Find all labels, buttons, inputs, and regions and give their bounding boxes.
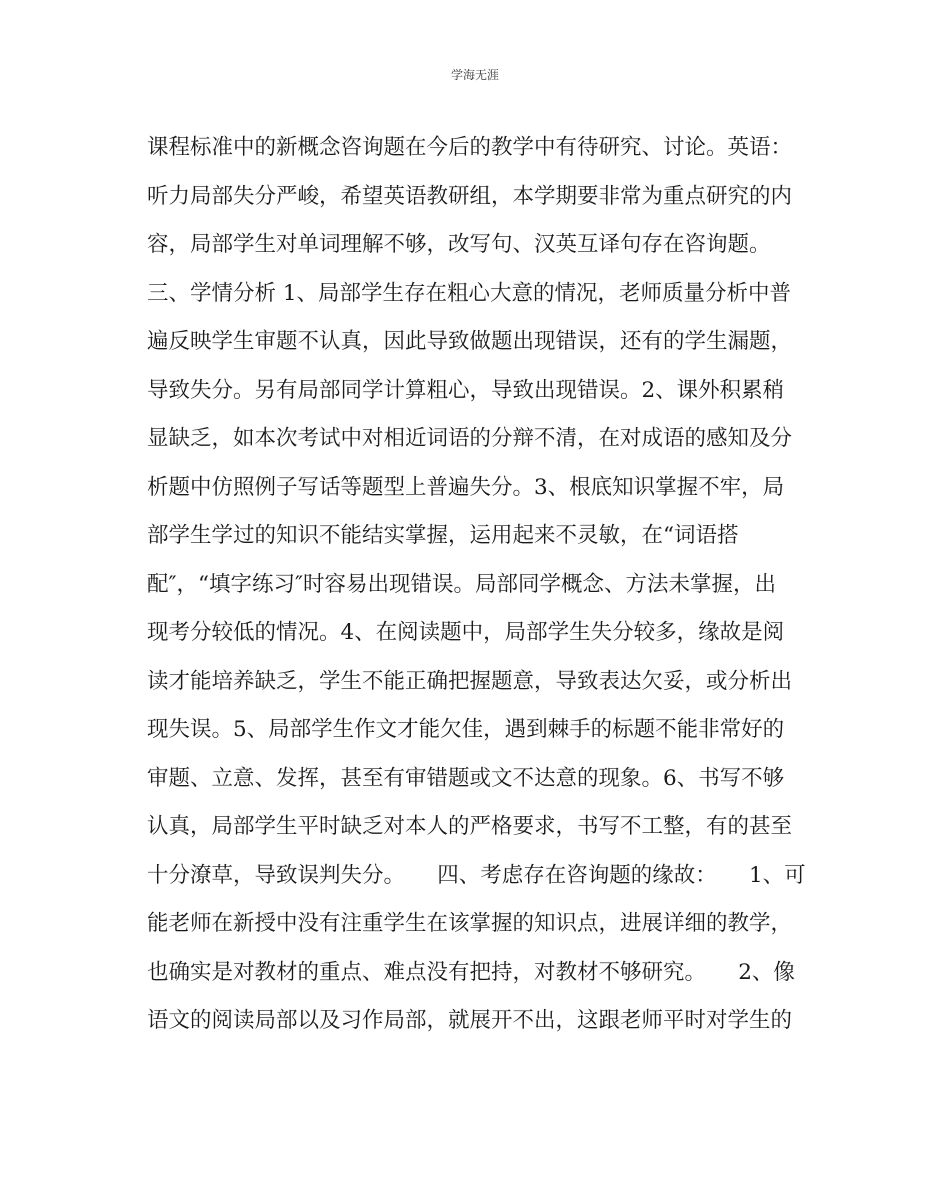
- text-line: 能老师在新授中没有注重学生在该掌握的知识点，进展详细的教学，: [147, 911, 793, 936]
- text-line: 现考分较低的情况。4、在阅读题中，局部学生失分较多，缘故是阅: [147, 620, 785, 645]
- text-line: 语文的阅读局部以及习作局部，就展开不出，这跟老师平时对学生的: [147, 1008, 793, 1033]
- page-header: 学海无涯: [450, 68, 499, 82]
- text-line: 遍反映学生审题不认真，因此导致做题出现错误，还有的学生漏题，: [147, 329, 793, 354]
- document-body: [147, 124, 807, 1046]
- text-line: 导致失分。另有局部同学计算粗心，导致出现错误。2、课外积累稍: [147, 377, 785, 403]
- text-line: 读才能培养缺乏，学生不能正确把握题意，导致表达欠妥，或分析出: [147, 668, 793, 694]
- text-line: 十分潦草，导致误判失分。 四、考虑存在咨询题的缘故： 1、可: [147, 862, 806, 888]
- text-line: 部学生学过的知识不能结实掌握，运用起来不灵敏，在“词语搭: [147, 523, 739, 548]
- text-line: 配″，“填字练习″时容易出现错误。局部同学概念、方法未掌握，出: [147, 571, 777, 597]
- text-line: 显缺乏，如本次考试中对相近词语的分辩不清，在对成语的感知及分: [147, 426, 793, 451]
- text-line: 现失误。5、局部学生作文才能欠佳，遇到棘手的标题不能非常好的: [147, 717, 785, 742]
- text-line: 听力局部失分严峻，希望英语教研组，本学期要非常为重点研究的内: [147, 183, 793, 209]
- text-line: 也确实是对教材的重点、难点没有把持，对教材不够研究。 2、像: [147, 959, 795, 985]
- text-line: 课程标准中的新概念咨询题在今后的教学中有待研究、讨论。英语：: [147, 135, 793, 160]
- text-line: 认真，局部学生平时缺乏对本人的严格要求，书写不工整，有的甚至: [147, 814, 793, 839]
- text-line: 容，局部学生对单词理解不够，改写句、汉英互译句存在咨询题。: [147, 232, 771, 257]
- text-line: 审题、立意、发挥，甚至有审错题或文不达意的现象。6、书写不够: [147, 765, 785, 791]
- text-line: 三、学情分析 1、局部学生存在粗心大意的情况，老师质量分析中普: [147, 280, 792, 306]
- text-line: 析题中仿照例子写话等题型上普遍失分。3、根底知识掌握不牢，局: [147, 474, 785, 500]
